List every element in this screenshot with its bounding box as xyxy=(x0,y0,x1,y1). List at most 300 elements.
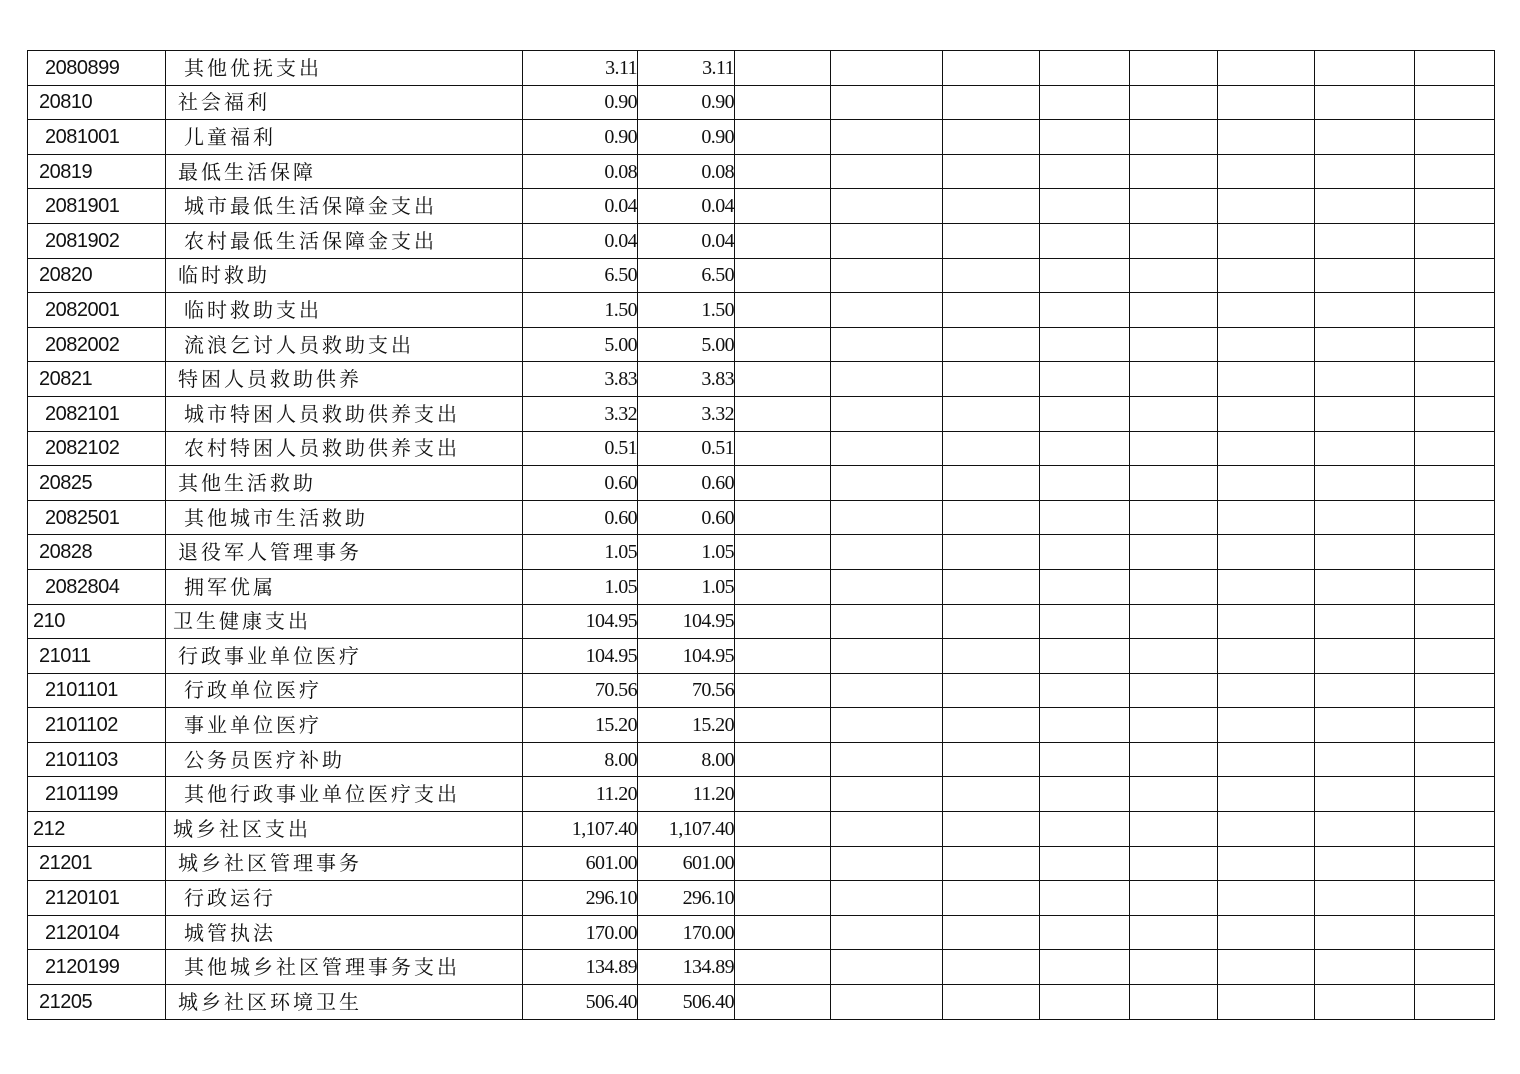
empty-cell xyxy=(1415,500,1495,535)
subject-name-cell: 特困人员救助供养 xyxy=(166,362,523,397)
subject-code-cell: 2081001 xyxy=(28,120,166,155)
subject-code-cell: 2081902 xyxy=(28,223,166,258)
empty-cell xyxy=(943,846,1040,881)
empty-cell xyxy=(735,120,831,155)
empty-cell xyxy=(831,189,943,224)
table-row xyxy=(28,777,1495,812)
empty-cell xyxy=(1415,51,1495,86)
empty-cell xyxy=(831,985,943,1020)
empty-cell xyxy=(1218,777,1315,812)
empty-cell xyxy=(831,223,943,258)
empty-cell xyxy=(1040,120,1130,155)
empty-cell xyxy=(1040,846,1130,881)
subject-code-cell: 2120104 xyxy=(28,915,166,950)
table-row xyxy=(28,431,1495,466)
table-row xyxy=(28,846,1495,881)
empty-cell xyxy=(735,396,831,431)
empty-cell xyxy=(1218,500,1315,535)
empty-cell xyxy=(735,431,831,466)
empty-cell xyxy=(1415,569,1495,604)
empty-cell xyxy=(1130,742,1218,777)
empty-cell xyxy=(943,535,1040,570)
empty-cell xyxy=(1315,51,1415,86)
total-amount-cell: 6.50 xyxy=(523,258,638,293)
empty-cell xyxy=(1315,362,1415,397)
table-row xyxy=(28,85,1495,120)
empty-cell xyxy=(1415,223,1495,258)
total-amount-cell: 1.05 xyxy=(523,535,638,570)
empty-cell xyxy=(1218,915,1315,950)
subject-code-cell: 20828 xyxy=(28,535,166,570)
subject-code-cell: 2082101 xyxy=(28,396,166,431)
subject-name-cell: 城乡社区管理事务 xyxy=(166,846,523,881)
empty-cell xyxy=(1040,708,1130,743)
empty-cell xyxy=(735,673,831,708)
subject-code-cell: 2082501 xyxy=(28,500,166,535)
empty-cell xyxy=(943,673,1040,708)
empty-cell xyxy=(1315,812,1415,847)
empty-cell xyxy=(1130,708,1218,743)
empty-cell xyxy=(1218,812,1315,847)
total-amount-cell: 0.04 xyxy=(523,223,638,258)
empty-cell xyxy=(1040,431,1130,466)
empty-cell xyxy=(1130,569,1218,604)
table-row xyxy=(28,154,1495,189)
empty-cell xyxy=(831,777,943,812)
subject-code-cell: 210 xyxy=(28,604,166,639)
subject-name-cell: 其他城乡社区管理事务支出 xyxy=(166,950,523,985)
subject-name-cell: 城管执法 xyxy=(166,915,523,950)
empty-cell xyxy=(831,396,943,431)
table-row xyxy=(28,189,1495,224)
table-row xyxy=(28,673,1495,708)
empty-cell xyxy=(1415,362,1495,397)
empty-cell xyxy=(1315,293,1415,328)
subject-code-cell: 2082102 xyxy=(28,431,166,466)
empty-cell xyxy=(831,639,943,674)
empty-cell xyxy=(1218,362,1315,397)
table-row xyxy=(28,327,1495,362)
empty-cell xyxy=(1415,777,1495,812)
empty-cell xyxy=(1415,881,1495,916)
empty-cell xyxy=(1040,85,1130,120)
basic-amount-cell: 8.00 xyxy=(638,742,735,777)
empty-cell xyxy=(943,604,1040,639)
subject-code-cell: 2080899 xyxy=(28,51,166,86)
empty-cell xyxy=(1040,639,1130,674)
empty-cell xyxy=(1040,535,1130,570)
table-row xyxy=(28,881,1495,916)
empty-cell xyxy=(1130,189,1218,224)
empty-cell xyxy=(1218,51,1315,86)
empty-cell xyxy=(735,223,831,258)
total-amount-cell: 15.20 xyxy=(523,708,638,743)
table-row xyxy=(28,223,1495,258)
table-body xyxy=(28,51,1495,1020)
subject-code-cell: 20821 xyxy=(28,362,166,397)
empty-cell xyxy=(1218,985,1315,1020)
subject-name-cell: 城市最低生活保障金支出 xyxy=(166,189,523,224)
empty-cell xyxy=(831,569,943,604)
basic-amount-cell: 0.60 xyxy=(638,466,735,501)
empty-cell xyxy=(1040,569,1130,604)
basic-amount-cell: 0.90 xyxy=(638,120,735,155)
empty-cell xyxy=(1218,85,1315,120)
empty-cell xyxy=(831,293,943,328)
empty-cell xyxy=(1130,535,1218,570)
table-row xyxy=(28,51,1495,86)
empty-cell xyxy=(943,293,1040,328)
empty-cell xyxy=(735,569,831,604)
subject-name-cell: 行政单位医疗 xyxy=(166,673,523,708)
empty-cell xyxy=(1218,708,1315,743)
subject-code-cell: 20820 xyxy=(28,258,166,293)
empty-cell xyxy=(1315,742,1415,777)
empty-cell xyxy=(735,258,831,293)
subject-name-cell: 农村最低生活保障金支出 xyxy=(166,223,523,258)
subject-code-cell: 2082804 xyxy=(28,569,166,604)
subject-name-cell: 农村特困人员救助供养支出 xyxy=(166,431,523,466)
empty-cell xyxy=(1315,881,1415,916)
empty-cell xyxy=(831,466,943,501)
basic-amount-cell: 601.00 xyxy=(638,846,735,881)
total-amount-cell: 0.60 xyxy=(523,466,638,501)
empty-cell xyxy=(1130,985,1218,1020)
empty-cell xyxy=(1130,362,1218,397)
empty-cell xyxy=(831,535,943,570)
empty-cell xyxy=(1315,708,1415,743)
subject-code-cell: 20810 xyxy=(28,85,166,120)
empty-cell xyxy=(1315,431,1415,466)
subject-code-cell: 2120101 xyxy=(28,881,166,916)
empty-cell xyxy=(1040,189,1130,224)
empty-cell xyxy=(1040,223,1130,258)
subject-code-cell: 2101102 xyxy=(28,708,166,743)
table-row xyxy=(28,569,1495,604)
subject-code-cell: 20825 xyxy=(28,466,166,501)
empty-cell xyxy=(1218,258,1315,293)
empty-cell xyxy=(943,396,1040,431)
empty-cell xyxy=(1315,189,1415,224)
basic-amount-cell: 506.40 xyxy=(638,985,735,1020)
empty-cell xyxy=(1415,708,1495,743)
empty-cell xyxy=(1415,742,1495,777)
empty-cell xyxy=(1315,639,1415,674)
empty-cell xyxy=(1415,85,1495,120)
subject-code-cell: 21205 xyxy=(28,985,166,1020)
total-amount-cell: 0.51 xyxy=(523,431,638,466)
empty-cell xyxy=(735,154,831,189)
empty-cell xyxy=(735,85,831,120)
empty-cell xyxy=(1315,396,1415,431)
basic-amount-cell: 0.04 xyxy=(638,189,735,224)
empty-cell xyxy=(1130,915,1218,950)
empty-cell xyxy=(1040,258,1130,293)
empty-cell xyxy=(1040,777,1130,812)
basic-amount-cell: 11.20 xyxy=(638,777,735,812)
empty-cell xyxy=(1315,500,1415,535)
empty-cell xyxy=(1415,812,1495,847)
empty-cell xyxy=(735,362,831,397)
basic-amount-cell: 0.90 xyxy=(638,85,735,120)
empty-cell xyxy=(1315,154,1415,189)
basic-amount-cell: 104.95 xyxy=(638,604,735,639)
subject-name-cell: 临时救助支出 xyxy=(166,293,523,328)
subject-name-cell: 退役军人管理事务 xyxy=(166,535,523,570)
table-row xyxy=(28,812,1495,847)
budget-table xyxy=(27,50,1495,1020)
total-amount-cell: 11.20 xyxy=(523,777,638,812)
empty-cell xyxy=(735,500,831,535)
total-amount-cell: 70.56 xyxy=(523,673,638,708)
table-row xyxy=(28,604,1495,639)
empty-cell xyxy=(1315,777,1415,812)
basic-amount-cell: 0.08 xyxy=(638,154,735,189)
subject-name-cell: 临时救助 xyxy=(166,258,523,293)
empty-cell xyxy=(1218,189,1315,224)
basic-amount-cell: 5.00 xyxy=(638,327,735,362)
empty-cell xyxy=(1218,673,1315,708)
empty-cell xyxy=(831,431,943,466)
empty-cell xyxy=(943,569,1040,604)
empty-cell xyxy=(1218,846,1315,881)
total-amount-cell: 104.95 xyxy=(523,639,638,674)
table-row xyxy=(28,396,1495,431)
empty-cell xyxy=(1040,466,1130,501)
total-amount-cell: 5.00 xyxy=(523,327,638,362)
empty-cell xyxy=(1415,154,1495,189)
empty-cell xyxy=(1415,950,1495,985)
empty-cell xyxy=(1130,51,1218,86)
empty-cell xyxy=(1415,327,1495,362)
empty-cell xyxy=(1040,985,1130,1020)
empty-cell xyxy=(735,639,831,674)
total-amount-cell: 0.60 xyxy=(523,500,638,535)
empty-cell xyxy=(1415,466,1495,501)
empty-cell xyxy=(1130,881,1218,916)
empty-cell xyxy=(1040,812,1130,847)
empty-cell xyxy=(1130,327,1218,362)
empty-cell xyxy=(1218,881,1315,916)
empty-cell xyxy=(1130,293,1218,328)
total-amount-cell: 0.90 xyxy=(523,85,638,120)
empty-cell xyxy=(943,327,1040,362)
empty-cell xyxy=(1315,673,1415,708)
empty-cell xyxy=(1415,846,1495,881)
empty-cell xyxy=(1415,915,1495,950)
empty-cell xyxy=(1130,673,1218,708)
empty-cell xyxy=(1315,915,1415,950)
basic-amount-cell: 3.32 xyxy=(638,396,735,431)
empty-cell xyxy=(1130,431,1218,466)
empty-cell xyxy=(1315,120,1415,155)
subject-name-cell: 拥军优属 xyxy=(166,569,523,604)
empty-cell xyxy=(1415,673,1495,708)
empty-cell xyxy=(735,812,831,847)
total-amount-cell: 170.00 xyxy=(523,915,638,950)
empty-cell xyxy=(1415,120,1495,155)
empty-cell xyxy=(1218,293,1315,328)
basic-amount-cell: 6.50 xyxy=(638,258,735,293)
empty-cell xyxy=(1218,120,1315,155)
empty-cell xyxy=(831,812,943,847)
empty-cell xyxy=(735,189,831,224)
total-amount-cell: 3.11 xyxy=(523,51,638,86)
total-amount-cell: 8.00 xyxy=(523,742,638,777)
total-amount-cell: 0.90 xyxy=(523,120,638,155)
subject-name-cell: 其他城市生活救助 xyxy=(166,500,523,535)
empty-cell xyxy=(943,881,1040,916)
empty-cell xyxy=(1315,258,1415,293)
empty-cell xyxy=(1218,604,1315,639)
basic-amount-cell: 15.20 xyxy=(638,708,735,743)
basic-amount-cell: 3.11 xyxy=(638,51,735,86)
table-row xyxy=(28,293,1495,328)
empty-cell xyxy=(1218,569,1315,604)
empty-cell xyxy=(943,154,1040,189)
empty-cell xyxy=(943,950,1040,985)
empty-cell xyxy=(1218,431,1315,466)
empty-cell xyxy=(735,846,831,881)
empty-cell xyxy=(831,708,943,743)
empty-cell xyxy=(1130,639,1218,674)
subject-code-cell: 2082001 xyxy=(28,293,166,328)
table-row xyxy=(28,915,1495,950)
empty-cell xyxy=(1218,639,1315,674)
empty-cell xyxy=(1040,950,1130,985)
empty-cell xyxy=(831,258,943,293)
budget-sheet xyxy=(27,50,1494,1020)
empty-cell xyxy=(943,223,1040,258)
table-row xyxy=(28,466,1495,501)
basic-amount-cell: 0.51 xyxy=(638,431,735,466)
empty-cell xyxy=(831,604,943,639)
table-row xyxy=(28,639,1495,674)
subject-name-cell: 公务员医疗补助 xyxy=(166,742,523,777)
empty-cell xyxy=(735,777,831,812)
basic-amount-cell: 1.05 xyxy=(638,535,735,570)
subject-name-cell: 事业单位医疗 xyxy=(166,708,523,743)
empty-cell xyxy=(1415,293,1495,328)
empty-cell xyxy=(1130,466,1218,501)
total-amount-cell: 1.50 xyxy=(523,293,638,328)
table-row xyxy=(28,362,1495,397)
empty-cell xyxy=(943,466,1040,501)
empty-cell xyxy=(1315,846,1415,881)
empty-cell xyxy=(1315,985,1415,1020)
empty-cell xyxy=(1315,466,1415,501)
empty-cell xyxy=(1040,396,1130,431)
empty-cell xyxy=(1415,396,1495,431)
basic-amount-cell: 104.95 xyxy=(638,639,735,674)
empty-cell xyxy=(831,51,943,86)
subject-name-cell: 卫生健康支出 xyxy=(166,604,523,639)
subject-code-cell: 2081901 xyxy=(28,189,166,224)
empty-cell xyxy=(1040,915,1130,950)
empty-cell xyxy=(1315,535,1415,570)
basic-amount-cell: 1.05 xyxy=(638,569,735,604)
subject-code-cell: 21201 xyxy=(28,846,166,881)
empty-cell xyxy=(1130,396,1218,431)
empty-cell xyxy=(831,327,943,362)
subject-name-cell: 儿童福利 xyxy=(166,120,523,155)
empty-cell xyxy=(1218,154,1315,189)
subject-name-cell: 城市特困人员救助供养支出 xyxy=(166,396,523,431)
empty-cell xyxy=(943,708,1040,743)
empty-cell xyxy=(943,85,1040,120)
empty-cell xyxy=(943,500,1040,535)
subject-name-cell: 其他行政事业单位医疗支出 xyxy=(166,777,523,812)
total-amount-cell: 0.08 xyxy=(523,154,638,189)
basic-amount-cell: 3.83 xyxy=(638,362,735,397)
empty-cell xyxy=(943,812,1040,847)
empty-cell xyxy=(831,673,943,708)
subject-name-cell: 其他优抚支出 xyxy=(166,51,523,86)
total-amount-cell: 506.40 xyxy=(523,985,638,1020)
empty-cell xyxy=(1040,673,1130,708)
empty-cell xyxy=(735,535,831,570)
empty-cell xyxy=(943,120,1040,155)
empty-cell xyxy=(1040,154,1130,189)
empty-cell xyxy=(943,431,1040,466)
empty-cell xyxy=(1415,604,1495,639)
subject-code-cell: 212 xyxy=(28,812,166,847)
basic-amount-cell: 0.60 xyxy=(638,500,735,535)
empty-cell xyxy=(831,950,943,985)
basic-amount-cell: 1,107.40 xyxy=(638,812,735,847)
empty-cell xyxy=(1415,258,1495,293)
empty-cell xyxy=(1130,812,1218,847)
empty-cell xyxy=(1130,846,1218,881)
empty-cell xyxy=(1218,223,1315,258)
empty-cell xyxy=(1040,362,1130,397)
empty-cell xyxy=(831,915,943,950)
subject-name-cell: 城乡社区环境卫生 xyxy=(166,985,523,1020)
empty-cell xyxy=(943,639,1040,674)
subject-name-cell: 城乡社区支出 xyxy=(166,812,523,847)
empty-cell xyxy=(831,500,943,535)
empty-cell xyxy=(735,604,831,639)
empty-cell xyxy=(735,51,831,86)
empty-cell xyxy=(831,881,943,916)
empty-cell xyxy=(943,51,1040,86)
basic-amount-cell: 70.56 xyxy=(638,673,735,708)
subject-code-cell: 2101103 xyxy=(28,742,166,777)
total-amount-cell: 3.32 xyxy=(523,396,638,431)
empty-cell xyxy=(831,154,943,189)
empty-cell xyxy=(1040,51,1130,86)
empty-cell xyxy=(943,258,1040,293)
subject-code-cell: 2101101 xyxy=(28,673,166,708)
empty-cell xyxy=(1040,327,1130,362)
total-amount-cell: 3.83 xyxy=(523,362,638,397)
empty-cell xyxy=(1130,950,1218,985)
empty-cell xyxy=(1130,85,1218,120)
total-amount-cell: 296.10 xyxy=(523,881,638,916)
subject-code-cell: 21011 xyxy=(28,639,166,674)
empty-cell xyxy=(1130,154,1218,189)
total-amount-cell: 1,107.40 xyxy=(523,812,638,847)
subject-name-cell: 流浪乞讨人员救助支出 xyxy=(166,327,523,362)
empty-cell xyxy=(943,189,1040,224)
subject-code-cell: 2101199 xyxy=(28,777,166,812)
empty-cell xyxy=(735,466,831,501)
subject-code-cell: 2082002 xyxy=(28,327,166,362)
empty-cell xyxy=(1218,396,1315,431)
empty-cell xyxy=(735,742,831,777)
table-row xyxy=(28,985,1495,1020)
empty-cell xyxy=(943,362,1040,397)
